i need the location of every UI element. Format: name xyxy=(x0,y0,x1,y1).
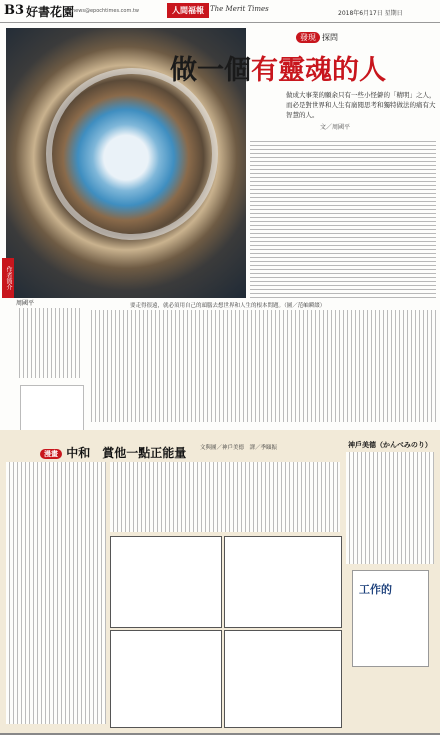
article-body-columns xyxy=(88,310,436,422)
feature-kicker xyxy=(296,32,338,43)
comic-badge2: 中和 xyxy=(66,446,91,460)
headline-highlight: 有靈魂的人 xyxy=(251,55,386,86)
comic-text-top xyxy=(110,462,340,532)
author-name: 周國平 xyxy=(16,300,35,307)
headline-part: 做一個 xyxy=(170,55,251,86)
feature-headline xyxy=(170,48,386,87)
photo-caption: 要走得很遠，就必須用自己的頭腦去想世界和人生的根本問題。（圖／范岫瞬綴） xyxy=(130,303,326,309)
book-cover xyxy=(352,570,429,667)
kicker-text: 探問 xyxy=(322,33,338,42)
author-bio-text xyxy=(16,308,80,378)
comic-title: 賞他一點正能量 xyxy=(102,446,187,460)
comic-panel xyxy=(224,630,342,728)
comic-badge: 漫畫 xyxy=(40,449,62,459)
comic-panel xyxy=(110,630,222,728)
comic-panel xyxy=(224,536,342,628)
comic-panel xyxy=(110,536,222,628)
author-tag: 作者簡介 xyxy=(2,258,14,298)
article-text-block xyxy=(250,138,436,298)
newspaper-logo-en: The Merit Times xyxy=(210,5,269,13)
comic-headline xyxy=(40,444,186,461)
section-url: news@epochtimes.com.tw xyxy=(72,8,139,14)
kicker-badge: 發現 xyxy=(296,32,320,43)
side-author-text xyxy=(346,452,434,564)
issue-date: 2018年6月17日 星期日 xyxy=(338,10,403,17)
side-author-title: 神戶美德（かんべみのり） xyxy=(348,441,432,449)
newspaper-logo: 人間福報 xyxy=(167,3,209,18)
book-title: 工作的 xyxy=(359,583,392,596)
comic-credit: 文與圖／神戶美德 譯／季頤振 xyxy=(200,445,278,451)
section-title: 好書花園 xyxy=(26,5,75,19)
feature-lead: 做成大事業的願余只有一些小怪僻的「精明」之人，而必是對世界和人生有廣閱思考和獨特做法的痛有大智慧的人。 xyxy=(286,91,436,119)
section-code: B3 xyxy=(4,3,25,18)
feature-byline: 文／周國平 xyxy=(320,124,351,131)
comic-text-left xyxy=(6,462,106,724)
